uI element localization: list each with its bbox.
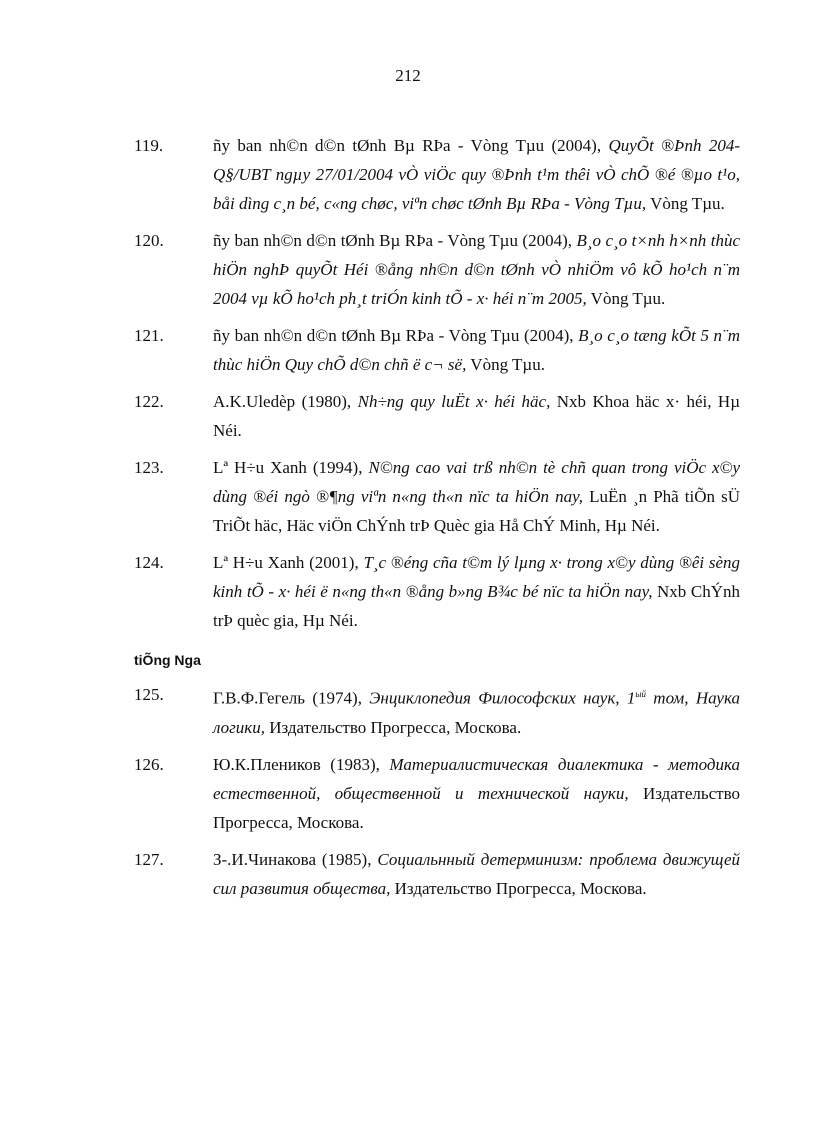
reference-author: ñy ban nh©n d©n tØnh Bµ RÞa - Vòng Tµu (2004), [213,326,579,345]
reference-author: Lª H÷u Xanh (2001), [213,553,364,572]
reference-number: 119. [134,136,164,155]
reference-title-superscript: ый [635,689,646,699]
reference-publisher: LuËn ¸n Phã tiÕn sÜ TriÕt häc, Häc viÖn ChÝnh trÞ Quèc gia Hå ChÝ Minh, Hµ Néi. [213,487,741,535]
reference-author: З-.И.Чинакова (1985), [213,849,378,869]
reference-title: Социальнный детерминизм: проблема движущей сил развития общества, [213,849,740,898]
reference-number: 123. [134,458,164,477]
reference-title: B¸o c¸o t×nh h×nh thùc hiÖn nghÞ quyÕt Héi ®ång nh©n d©n tØnh vÒ nhiÖm vô kÕ ho¹ch n¨m 2004 vµ kÕ ho¹ch ph¸t triÓn kinh tÕ - x· héi n¨m 2005, [213,231,740,308]
reference-item [134,845,740,903]
reference-number: 120. [134,231,164,250]
reference-publisher: Nxb ChÝnh trÞ quèc gia, Hµ Néi. [213,582,740,630]
reference-publisher: Издательство Прогресса, Москова. [264,717,522,737]
reference-publisher: Издательство Прогресса, Москова. [390,878,647,898]
reference-item [134,321,740,379]
reference-author: Lª H÷u Xanh (1994), [213,458,369,477]
reference-title: Материалистическая диалектика - методика естественной, общественной и технической науки, [213,754,740,803]
reference-item [134,226,740,313]
reference-item [134,548,740,635]
reference-publisher: Vòng Tµu. [466,355,545,374]
reference-number: 124. [134,553,164,572]
reference-item [134,387,740,445]
reference-item [134,453,740,540]
reference-publisher: Nxb Khoa häc x· héi, Hµ Néi. [213,392,741,440]
reference-title: Nh÷ng quy luËt x· héi häc, [357,392,551,411]
reference-title: B¸o c¸o tæng kÕt 5 n¨m thùc hiÖn Quy chÕ d©n chñ ë c¬ së, [213,326,740,374]
reference-number: 122. [134,392,164,411]
reference-title: T¸c ®éng cña t©m lý lµng x· trong x©y dùng ®êi sèng kinh tÕ - x· héi ë n«ng th«n ®ång b»ng B¾c bé nïc ta hiÖn nay, [213,553,741,601]
reference-author: Ю.К.Плеников (1983), [213,754,390,774]
reference-author: Г.В.Ф.Гегель (1974), [213,688,370,708]
reference-number: 121. [134,326,164,345]
reference-publisher: Vòng Tµu. [646,194,725,213]
reference-title-continued: том, Наука логики, [213,688,740,737]
reference-publisher: Издательство Прогресса, Москова. [213,783,740,832]
reference-author: ñy ban nh©n d©n tØnh Bµ RÞa - Vòng Tµu (2004), [213,231,577,250]
reference-number: 126. [134,754,164,774]
page-number: 212 [395,66,421,85]
reference-author: A.K.Uledèp (1980), [213,392,358,411]
reference-item [134,131,740,218]
reference-number: 125. [134,685,164,704]
reference-publisher: Vòng Tµu. [586,289,666,308]
reference-author: ñy ban nh©n d©n tØnh Bµ RÞa - Vòng Tµu (2004), [213,136,609,155]
reference-number: 127. [134,849,164,869]
reference-item [134,750,740,837]
reference-item [134,680,740,742]
reference-list [134,131,740,911]
section-heading: tiÕng Nga [134,652,201,668]
reference-title: N©ng cao vai trß nh©n tè chñ quan trong viÖc x©y dùng ®éi ngò ®¶ng viªn n«ng th«n nïc ta hiÖn nay, [213,458,741,506]
reference-title: Энциклопедия Философских наук, 1 [369,688,636,708]
reference-title: QuyÕt ®Þnh 204-Q§/UBT ngµy 27/01/2004 vÒ viÖc quy ®Þnh t¹m thêi vÒ chÕ ®é ®µo t¹o, båi dìng c¸n bé, c«ng chøc, viªn chøc tØnh Bµ RÞa - Vòng Tµu, [213,136,740,213]
